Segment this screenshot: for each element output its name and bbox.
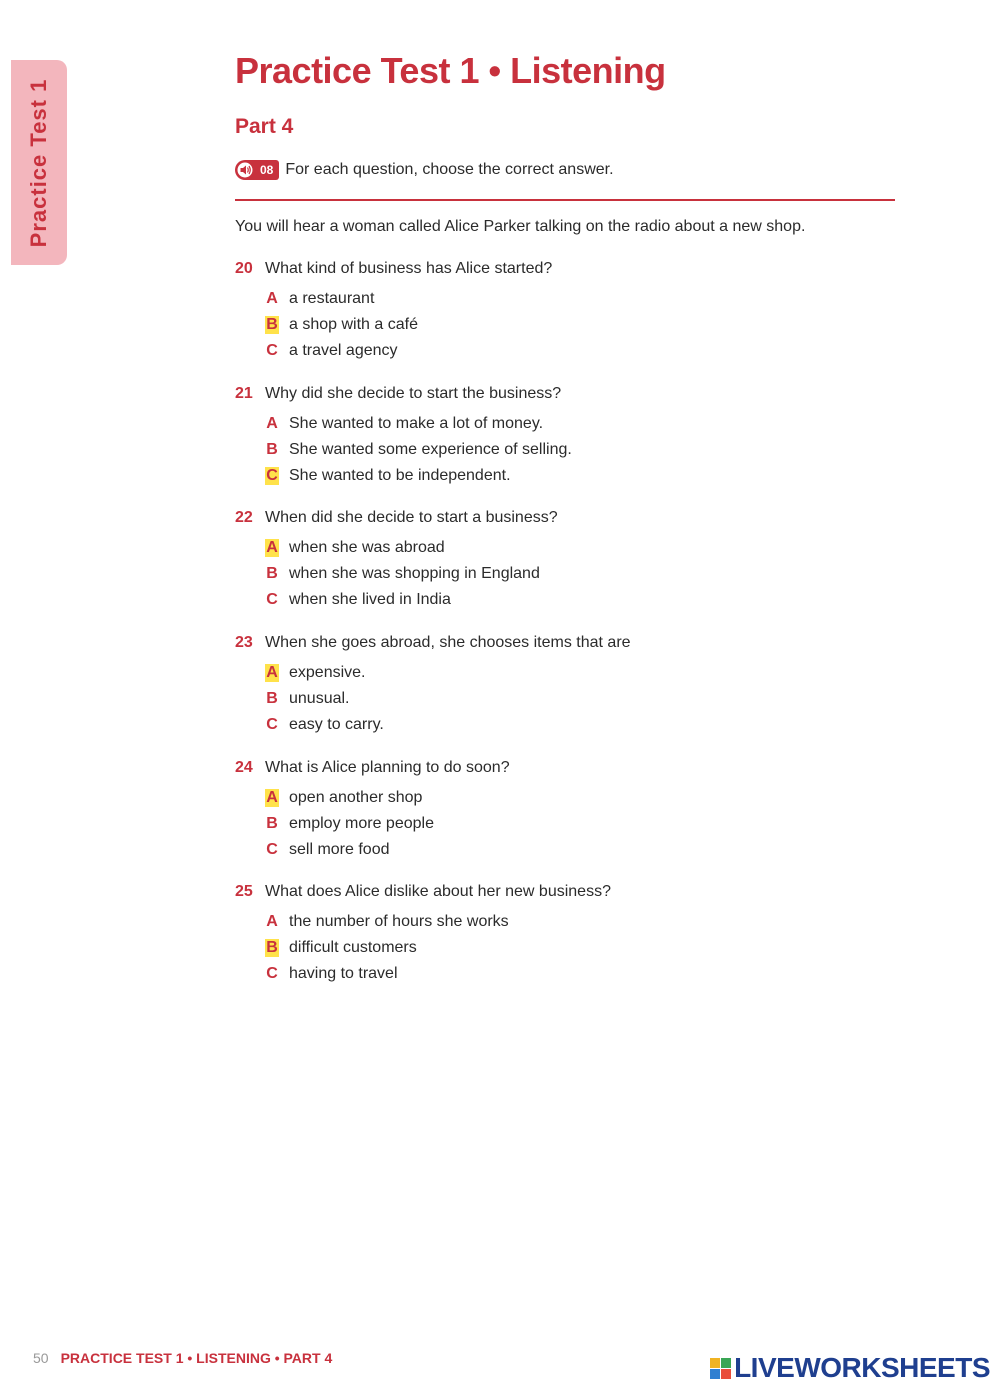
instruction-text: For each question, choose the correct answer. bbox=[285, 161, 614, 178]
question-24 bbox=[235, 759, 510, 863]
answer-option[interactable] bbox=[265, 338, 552, 364]
question-number: 21 bbox=[235, 385, 253, 402]
option-text: She wanted to make a lot of money. bbox=[289, 415, 544, 432]
logo-square bbox=[710, 1369, 720, 1379]
answer-option[interactable] bbox=[265, 785, 510, 811]
question-text: Why did she decide to start the business? bbox=[265, 385, 562, 402]
question-text: What does Alice dislike about her new business? bbox=[265, 883, 611, 900]
option-text: employ more people bbox=[289, 815, 434, 832]
footer-title: PRACTICE TEST 1 • LISTENING • PART 4 bbox=[60, 1350, 333, 1366]
option-text: the number of hours she works bbox=[289, 913, 509, 930]
question-23 bbox=[235, 634, 631, 738]
question-text: What kind of business has Alice started? bbox=[265, 260, 553, 277]
option-text: She wanted to be independent. bbox=[289, 467, 511, 484]
logo-square bbox=[721, 1358, 731, 1368]
option-letter[interactable]: C bbox=[266, 965, 278, 982]
question-line bbox=[235, 260, 552, 286]
option-text: open another shop bbox=[289, 789, 423, 806]
logo-square bbox=[721, 1369, 731, 1379]
question-number: 24 bbox=[235, 759, 253, 776]
question-text: When she goes abroad, she chooses items that are bbox=[265, 634, 631, 651]
option-text: when she was shopping in England bbox=[289, 565, 540, 582]
option-text: a restaurant bbox=[289, 290, 375, 307]
option-letter-selected[interactable]: A bbox=[266, 664, 278, 681]
option-text: She wanted some experience of selling. bbox=[289, 441, 572, 458]
page-number: 50 bbox=[33, 1350, 49, 1366]
option-text: sell more food bbox=[289, 841, 390, 858]
question-number: 25 bbox=[235, 883, 253, 900]
question-number: 23 bbox=[235, 634, 253, 651]
answer-option[interactable] bbox=[265, 587, 558, 613]
answer-option[interactable] bbox=[265, 712, 631, 738]
option-letter[interactable]: A bbox=[266, 415, 278, 432]
option-text: expensive. bbox=[289, 664, 366, 681]
question-text: When did she decide to start a business? bbox=[265, 509, 558, 526]
audio-track-button[interactable] bbox=[235, 160, 279, 180]
question-line bbox=[235, 634, 631, 660]
option-text: a shop with a café bbox=[289, 316, 418, 333]
option-text: difficult customers bbox=[289, 939, 417, 956]
option-letter-selected[interactable]: B bbox=[266, 316, 278, 333]
answer-option[interactable] bbox=[265, 909, 611, 935]
logo-square bbox=[710, 1358, 720, 1368]
page-footer bbox=[33, 1350, 332, 1366]
question-line bbox=[235, 509, 558, 535]
question-20 bbox=[235, 260, 552, 364]
option-text: having to travel bbox=[289, 965, 398, 982]
question-line bbox=[235, 883, 611, 909]
option-letter[interactable]: C bbox=[266, 342, 278, 359]
option-letter-selected[interactable]: A bbox=[266, 789, 278, 806]
question-line bbox=[235, 759, 510, 785]
side-tab-label: Practice Test 1 bbox=[26, 78, 51, 247]
option-letter[interactable]: B bbox=[266, 565, 278, 582]
option-letter-selected[interactable]: C bbox=[266, 467, 278, 484]
option-letter[interactable]: B bbox=[266, 815, 278, 832]
question-number: 20 bbox=[235, 260, 253, 277]
answer-option[interactable] bbox=[265, 286, 552, 312]
option-letter[interactable]: C bbox=[266, 841, 278, 858]
option-letter[interactable]: B bbox=[266, 441, 278, 458]
track-number: 08 bbox=[260, 163, 274, 177]
option-letter[interactable]: B bbox=[266, 690, 278, 707]
question-number: 22 bbox=[235, 509, 253, 526]
answer-option[interactable] bbox=[265, 312, 552, 338]
answer-option[interactable] bbox=[265, 935, 611, 961]
page-title: Practice Test 1 • Listening bbox=[235, 50, 666, 91]
option-letter[interactable]: C bbox=[266, 591, 278, 608]
answer-option[interactable] bbox=[265, 686, 631, 712]
answer-option[interactable] bbox=[265, 811, 510, 837]
answer-option[interactable] bbox=[265, 660, 631, 686]
option-letter-selected[interactable]: B bbox=[266, 939, 278, 956]
option-text: easy to carry. bbox=[289, 716, 384, 733]
brand-text: LIVEWORKSHEETS bbox=[734, 1352, 990, 1383]
liveworksheets-brand bbox=[710, 1352, 990, 1384]
answer-option[interactable] bbox=[265, 837, 510, 863]
answer-option[interactable] bbox=[265, 411, 572, 437]
option-text: when she was abroad bbox=[289, 539, 445, 556]
question-line bbox=[235, 385, 572, 411]
option-letter[interactable]: A bbox=[266, 913, 278, 930]
option-text: unusual. bbox=[289, 690, 350, 707]
liveworksheets-logo-icon bbox=[710, 1358, 731, 1379]
answer-option[interactable] bbox=[265, 961, 611, 987]
answer-option[interactable] bbox=[265, 463, 572, 489]
question-text: What is Alice planning to do soon? bbox=[265, 759, 510, 776]
option-text: when she lived in India bbox=[289, 591, 451, 608]
intro-text: You will hear a woman called Alice Parker talking on the radio about a new shop. bbox=[235, 218, 806, 235]
answer-option[interactable] bbox=[265, 561, 558, 587]
speaker-icon bbox=[237, 162, 255, 178]
part-heading: Part 4 bbox=[235, 115, 294, 138]
side-tab bbox=[11, 60, 67, 265]
question-25 bbox=[235, 883, 611, 987]
question-21 bbox=[235, 385, 572, 489]
instruction-row bbox=[235, 160, 614, 180]
answer-option[interactable] bbox=[265, 437, 572, 463]
option-letter-selected[interactable]: A bbox=[266, 539, 278, 556]
answer-option[interactable] bbox=[265, 535, 558, 561]
option-letter[interactable]: C bbox=[266, 716, 278, 733]
option-text: a travel agency bbox=[289, 342, 398, 359]
question-22 bbox=[235, 509, 558, 613]
header-divider bbox=[235, 199, 895, 201]
option-letter[interactable]: A bbox=[266, 290, 278, 307]
